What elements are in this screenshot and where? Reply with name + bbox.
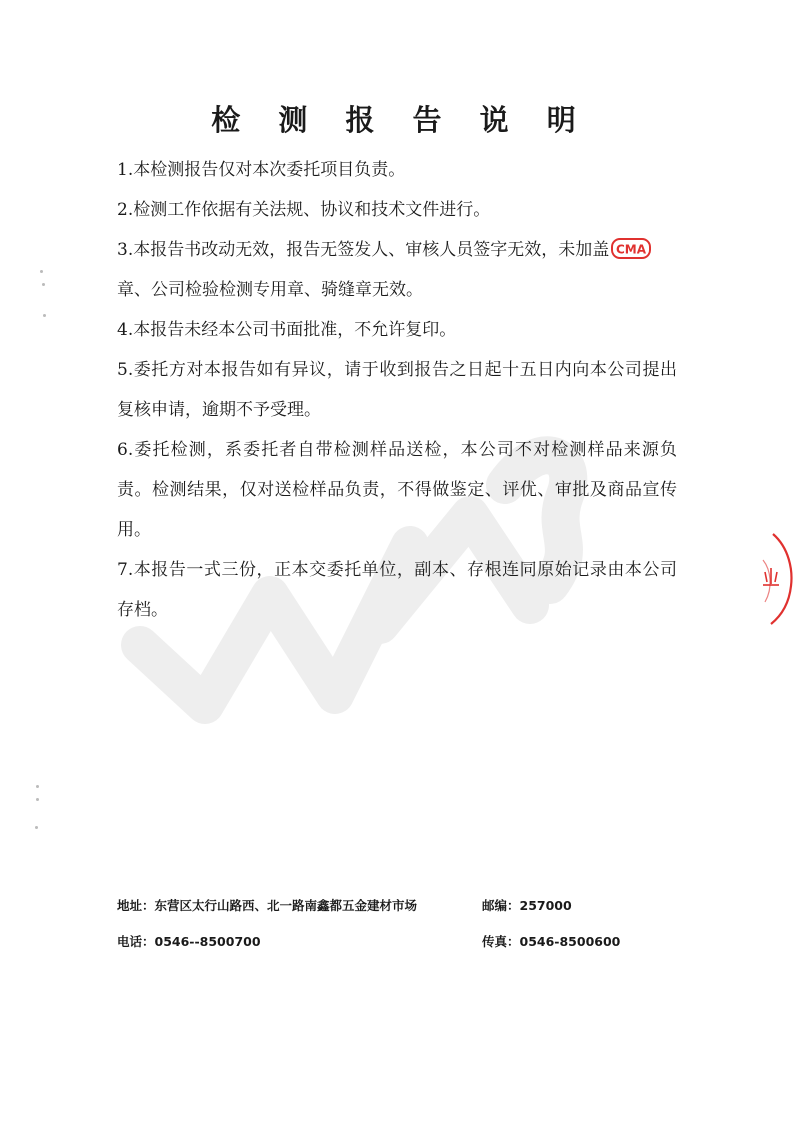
- list-item: 2.检测工作依据有关法规、协议和技术文件进行。: [117, 200, 491, 220]
- list-item: [117, 230, 677, 310]
- scan-speck: [40, 270, 43, 273]
- list-item: 5.委托方对本报告如有异议，请于收到报告之日起十五日内向本公司提出复核申请，逾期不予受理。: [117, 360, 677, 420]
- item-text-after-badge: 章、公司检验检测专用章、骑缝章无效。: [117, 280, 423, 300]
- footer-row-address: [117, 896, 677, 932]
- scan-speck: [36, 785, 39, 788]
- statement-list: [117, 150, 677, 630]
- list-item: 7.本报告一式三份，正本交委托单位，副本、存根连同原始记录由本公司存档。: [117, 560, 677, 620]
- scan-speck: [35, 826, 38, 829]
- cma-mark-icon: [611, 238, 651, 259]
- address-text: 地址：东营区太行山路西、北一路南鑫都五金建材市场: [117, 898, 418, 913]
- footer-row-phone: [117, 932, 677, 968]
- contact-footer: [117, 896, 677, 968]
- list-item: 1.本检测报告仅对本次委托项目负责。: [117, 160, 406, 180]
- scan-speck: [36, 798, 39, 801]
- scan-speck: [43, 314, 46, 317]
- cma-mark-label: CMA: [616, 242, 647, 257]
- seal-stamp-icon: [751, 530, 793, 626]
- page-title: 检 测 报 告 说 明: [211, 103, 590, 137]
- list-item: 4.本报告未经本公司书面批准，不允许复印。: [117, 320, 457, 340]
- item-text-before-badge: 3.本报告书改动无效，报告无签发人、审核人员签字无效，未加盖: [117, 240, 610, 260]
- phone-text: 电话：0546--8500700: [117, 934, 261, 949]
- list-item: 6.委托检测，系委托者自带检测样品送检，本公司不对检测样品来源负责。检测结果，仅对送检样品负责，不得做鉴定、评优、审批及商品宣传用。: [117, 440, 677, 540]
- scan-speck: [42, 283, 45, 286]
- fax-text: 传真：0546-8500600: [482, 934, 621, 949]
- postcode-text: 邮编：257000: [482, 898, 572, 913]
